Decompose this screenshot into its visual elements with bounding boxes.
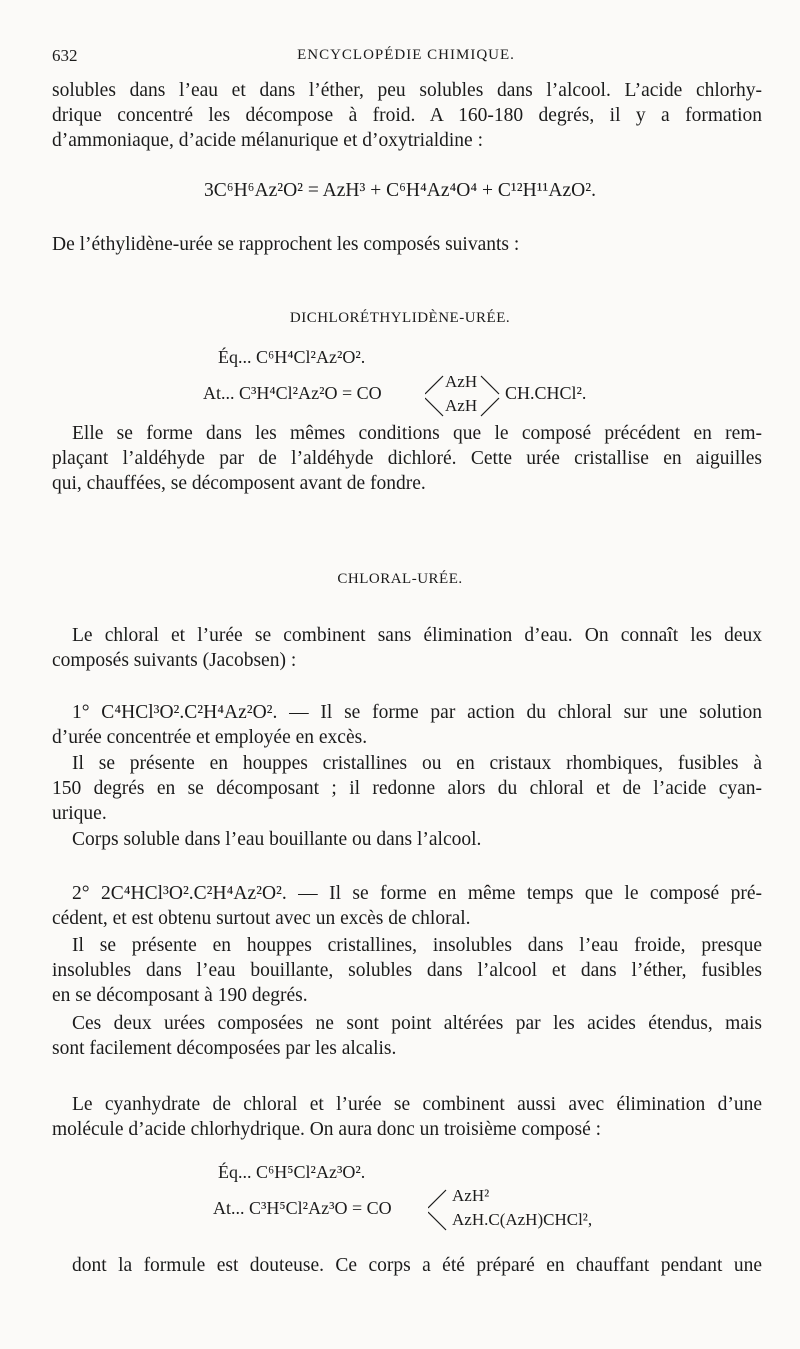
- text-line: 150 degrés en se décomposant ; il redonne alors du chloral et de l’acide cyan-: [52, 778, 762, 799]
- paragraph-formation: [52, 421, 762, 496]
- text-line: d’ammoniaque, d’acide mélanurique et d’oxytrialdine :: [52, 130, 484, 151]
- text-line: qui, chauffées, se décomposent avant de fondre.: [52, 473, 426, 494]
- paragraph-solubility: [52, 78, 762, 153]
- equation-decomposition: 3C⁶H⁶Az²O² = AzH³ + C⁶H⁴Az⁴O⁴ + C¹²H¹¹AzO².: [204, 180, 596, 201]
- text-line: Ces deux urées composées ne sont point altérées par les acides étendus, mais: [72, 1013, 762, 1034]
- text-line: Il se présente en houppes cristallines, insolubles dans l’eau froide, presque: [72, 935, 762, 956]
- text-line: sont facilement décomposées par les alcalis.: [52, 1038, 397, 1059]
- text-line: urique.: [52, 803, 107, 824]
- paragraph-related-compounds: [52, 232, 762, 257]
- text-line: Elle se forme dans les mêmes conditions que le composé précédent en rem-: [72, 423, 762, 444]
- text-line: molécule d’acide chlorhydrique. On aura donc un troisième composé :: [52, 1119, 602, 1140]
- text-line: Il se présente en houppes cristallines ou en cristaux rhombiques, fusibles à: [72, 753, 762, 774]
- text-line: cédent, et est obtenu surtout avec un excès de chloral.: [52, 908, 471, 929]
- text-line: Corps soluble dans l’eau bouillante ou dans l’alcool.: [72, 829, 482, 850]
- formula-branch-top: AzH: [445, 372, 478, 391]
- formula-bracket-2: [428, 1186, 450, 1234]
- paragraph-closing: [52, 1253, 762, 1278]
- text-line: insolubles dans l’eau bouillante, solubles dans l’alcool et dans l’éther, fusibles: [52, 960, 762, 981]
- paragraph-compound-1-crystals: [52, 751, 762, 826]
- text-line: De l’éthylidène-urée se rapprochent les composés suivants :: [52, 234, 520, 255]
- formula-branch-top-2: AzH²: [452, 1186, 490, 1205]
- paragraph-stability: [52, 1011, 762, 1061]
- running-title: ENCYCLOPÉDIE CHIMIQUE.: [297, 47, 515, 63]
- paragraph-compound-2-crystals: [52, 933, 762, 1008]
- text-line: Le chloral et l’urée se combinent sans élimination d’eau. On connaît les deux: [72, 625, 762, 646]
- paragraph-chloral-intro: [52, 623, 762, 673]
- page-header: [52, 46, 760, 66]
- text-line: en se décomposant à 190 degrés.: [52, 985, 308, 1006]
- paragraph-compound-1: [52, 700, 762, 750]
- page-number: 632: [52, 46, 78, 65]
- formula-at-cyanhydrate: At... C³H⁵Cl²Az³O = CO: [213, 1198, 392, 1218]
- text-line: plaçant l’aldéhyde par de l’aldéhyde dichloré. Cette urée cristallise en aiguilles: [52, 448, 762, 469]
- text-line: 1° C⁴HCl³O².C²H⁴Az²O². — Il se forme par action du chloral sur une solution: [72, 702, 762, 723]
- text-line: 2° 2C⁴HCl³O².C²H⁴Az²O². — Il se forme en même temps que le composé pré-: [72, 883, 762, 904]
- text-line: drique concentré les décompose à froid. A 160-180 degrés, il y a formation: [52, 105, 762, 126]
- paragraph-cyanhydrate: [52, 1092, 762, 1142]
- formula-at-dichloro-right: CH.CHCl².: [505, 383, 587, 403]
- section-heading-chloral-uree: CHLORAL-URÉE.: [337, 571, 463, 587]
- formula-branch-bottom: AzH: [445, 396, 478, 415]
- paragraph-compound-1-solubility: [52, 827, 762, 852]
- text-line: Le cyanhydrate de chloral et l’urée se combinent aussi avec élimination d’une: [72, 1094, 762, 1115]
- formula-eq-cyanhydrate: Éq... C⁶H⁵Cl²Az³O².: [218, 1162, 366, 1182]
- formula-at-dichloro: At... C³H⁴Cl²Az²O = CO: [203, 383, 382, 403]
- paragraph-compound-2: [52, 881, 762, 931]
- text-line: d’urée concentrée et employée en excès.: [52, 727, 368, 748]
- text-line: solubles dans l’eau et dans l’éther, peu solubles dans l’alcool. L’acide chlorhy-: [52, 80, 762, 101]
- text-line: dont la formule est douteuse. Ce corps a été préparé en chauffant pendant une: [72, 1255, 762, 1276]
- section-heading-dichlorethylidene-uree: DICHLORÉTHYLIDÈNE-URÉE.: [289, 310, 511, 326]
- text-line: composés suivants (Jacobsen) :: [52, 650, 297, 671]
- formula-branch-bottom-2: AzH.C(AzH)CHCl²,: [452, 1210, 593, 1229]
- formula-eq-dichloro: Éq... C⁶H⁴Cl²Az²O².: [218, 347, 366, 367]
